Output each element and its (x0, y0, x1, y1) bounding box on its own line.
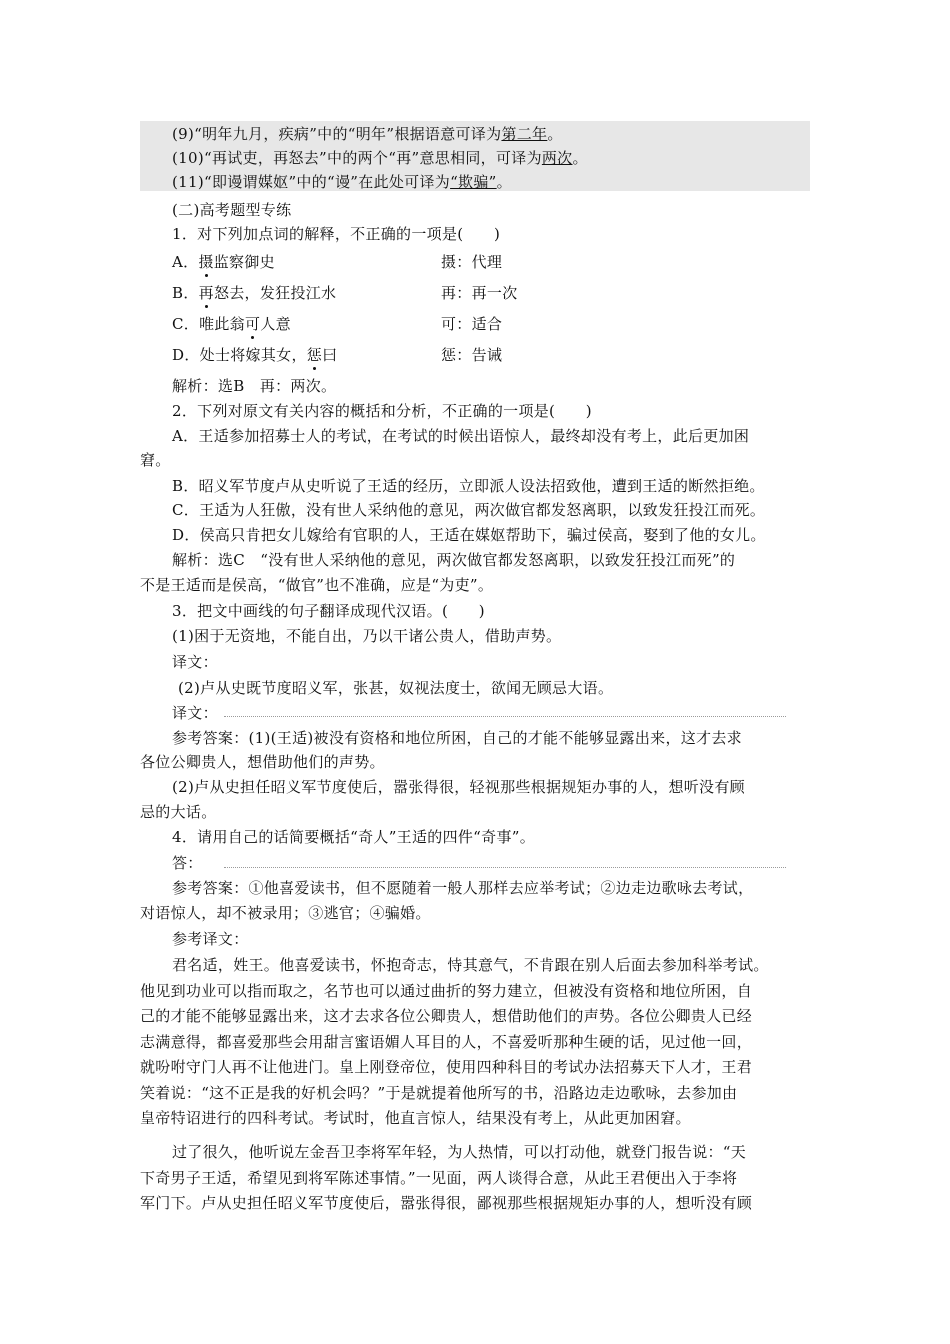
note-11-answer: “欺骗” (450, 173, 497, 191)
answer-blank-line (224, 716, 786, 717)
option-label: D． (172, 346, 200, 364)
q3-reference-answer: 参考答案：(1)(王适)被没有资格和地位所困，自己的才能不能够显露出来，这才去求 (172, 729, 742, 747)
q1-option-b (172, 283, 336, 303)
dotted-word: 可 (244, 315, 261, 333)
option-text: 曰 (322, 346, 338, 364)
q4-reference-answer-cont: 对语惊人，却不被录用；③逃官；④骗婚。 (140, 904, 431, 922)
option-label: B． (172, 284, 199, 302)
question-1-analysis: 解析：选B 再：两次。 (172, 377, 337, 395)
question-2-stem: 2．下列对原文有关内容的概括和分析，不正确的一项是( ) (172, 402, 592, 420)
translation-paragraph-2-line: 下奇男子王适，希望见到将军陈述事情。”一见面，两人谈得合意，从此王君便出入于李将 (140, 1169, 738, 1187)
section-title: (二)高考题型专练 (172, 201, 292, 219)
q1-option-c (172, 314, 291, 334)
option-text: 监察御史 (213, 253, 275, 271)
note-9 (172, 124, 563, 144)
option-text: 怒去，发狂投江水 (213, 284, 337, 302)
option-text: 唯此翁 (199, 315, 245, 333)
translation-line: 君名适，姓王。他喜爱读书，怀抱奇志，恃其意气，不肯跟在别人后面去参加科举考试。 (172, 956, 769, 974)
note-10-answer: 两次 (541, 149, 573, 167)
q1-option-b-gloss: 再：再一次 (441, 284, 518, 302)
dotted-word: 摄 (198, 253, 214, 271)
q3-sentence-1: (1)困于无资地，不能自出，乃以干诸公贵人，借助声势。 (172, 627, 562, 645)
translation-line: 笑着说：“这不正是我的好机会吗？”于是就提着他所写的书，沿路边走边歌咏，去参加由 (140, 1084, 738, 1102)
dotted-word: 再 (198, 284, 214, 302)
option-label: A． (172, 253, 199, 271)
question-2-analysis-cont: 不是王适而是侯高，“做官”也不准确，应是“为吏”。 (140, 576, 494, 594)
q1-option-c-gloss: 可：适合 (441, 315, 503, 333)
q4-reference-answer: 参考答案：①他喜爱读书，但不愿随着一般人那样去应举考试；②边走边歌咏去考试， (172, 879, 754, 897)
note-10 (172, 148, 588, 168)
option-label: C． (172, 315, 200, 333)
dotted-word: 惩 (306, 346, 323, 364)
q3-reference-answer-2-cont: 忌的大话。 (140, 803, 217, 821)
translation-line: 就吩咐守门人再不让他进门。皇上刚登帝位，使用四种科目的考试办法招募天下人才，王君 (140, 1058, 753, 1076)
question-2-analysis: 解析：选C “没有世人采纳他的意见，两次做官都发怒离职，以致发狂投江而死”的 (172, 551, 736, 569)
note-9-end: 。 (547, 125, 563, 143)
translation-line: 他见到功业可以指而取之，名节也可以通过曲折的努力建立，但被没有资格和地位所困，自 (140, 982, 753, 1000)
q1-option-d-gloss: 惩：告诫 (441, 346, 503, 364)
note-11-text: (11)“即谩谓媒妪”中的“谩”在此处可译为 (172, 173, 451, 191)
q2-option-d: D．侯高只肯把女儿嫁给有官职的人，王适在媒妪帮助下，骗过侯高，娶到了他的女儿。 (172, 526, 766, 544)
translation-line: 志满意得，都喜爱那些会用甜言蜜语媚人耳目的人，不喜爱听那种生硬的话，见过他一回， (140, 1033, 753, 1051)
q1-option-a-gloss: 摄：代理 (441, 253, 503, 271)
q3-answer-label-2: 译文： (172, 704, 218, 722)
q2-option-b: B．昭义军节度卢从史听说了王适的经历，立即派人设法招致他，遭到王适的断然拒绝。 (172, 477, 765, 495)
q1-option-d (172, 345, 337, 365)
translation-line: 皇帝特诏进行的四科考试。考试时，他直言惊人，结果没有考上，从此更加困窘。 (140, 1109, 691, 1127)
translation-paragraph-2-line: 过了很久，他听说左金吾卫李将军年轻，为人热情，可以打动他，就登门报告说：“天 (172, 1143, 747, 1161)
q2-option-c: C．王适为人狂傲，没有世人采纳他的意见，两次做官都发怒离职，以致发狂投江而死。 (172, 501, 766, 519)
note-11-end: 。 (496, 173, 512, 191)
q3-reference-answer-2: (2)卢从史担任昭义军节度使后，嚣张得很，轻视那些根据规矩办事的人，想听没有顾 (172, 778, 745, 796)
q3-reference-answer-cont: 各位公卿贵人，想借助他们的声势。 (140, 753, 385, 771)
q3-answer-label-1: 译文： (172, 653, 218, 671)
note-9-text: (9)“明年九月，疾病”中的“明年”根据语意可译为 (172, 125, 502, 143)
question-4-stem: 4．请用自己的话简要概括“奇人”王适的四件“奇事”。 (172, 828, 536, 846)
q2-option-a-cont: 窘。 (140, 451, 171, 469)
question-3-stem: 3．把文中画线的句子翻译成现代汉语。( ) (172, 602, 485, 620)
translation-line: 己的才能不能够显露出来，这才去求各位公卿贵人，想借助他们的声势。各位公卿贵人已经 (140, 1007, 753, 1025)
q3-sentence-2: (2)卢从史既节度昭义军，张甚，奴视法度士，欲闻无顾忌大语。 (178, 679, 614, 697)
answer-blank-line (224, 867, 786, 868)
q2-option-a: A．王适参加招募士人的考试，在考试的时候出语惊人，最终却没有考上，此后更加困 (172, 427, 750, 445)
option-text: 处士将嫁其女， (199, 346, 307, 364)
note-9-answer: 第二年 (501, 125, 548, 143)
translation-paragraph-2-line: 军门下。卢从史担任昭义军节度使后，嚣张得很，鄙视那些根据规矩办事的人，想听没有顾 (140, 1194, 753, 1212)
question-1-stem: 1．对下列加点词的解释，不正确的一项是( ) (172, 225, 501, 243)
note-10-text: (10)“再试吏，再怒去”中的两个“再”意思相同，可译为 (172, 149, 542, 167)
option-text: 人意 (260, 315, 291, 333)
q1-option-a (172, 252, 275, 272)
note-10-end: 。 (572, 149, 588, 167)
q4-answer-label: 答： (172, 854, 203, 872)
translation-title: 参考译文： (172, 930, 249, 948)
note-11 (172, 172, 512, 192)
